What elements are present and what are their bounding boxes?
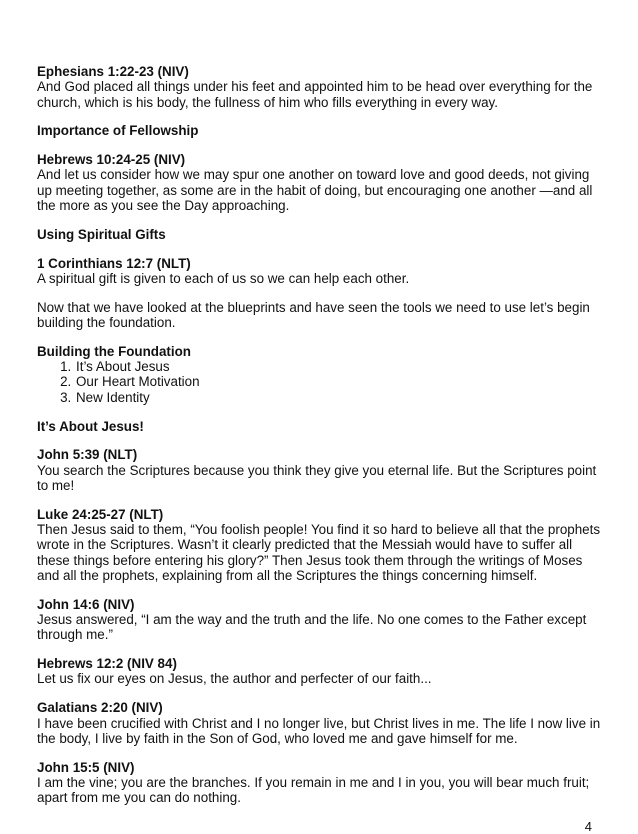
section-fellowship xyxy=(37,123,603,138)
page-number: 4 xyxy=(584,818,592,834)
scripture-text: Then Jesus said to them, “You foolish people! You find it so hard to believe all that the prophets wrote in the Scriptures. Wasn’t it clearly predicted that the Messiah would have to suffer all these things before entering his glory?” Then Jesus took them through the writings of Moses and all the prophets, explaining from all the Scriptures the things concerning himself. xyxy=(37,522,601,583)
scripture-reference: John 14:6 (NIV) xyxy=(37,596,135,612)
foundation-section xyxy=(37,344,603,405)
scripture-reference: Galatians 2:20 (NIV) xyxy=(37,700,163,716)
scripture-block-hebrews-10 xyxy=(37,152,603,213)
section-spiritual-gifts xyxy=(37,227,603,242)
scripture-text: I am the vine; you are the branches. If you remain in me and I in you, you will bear much fruit; apart from me you can do nothing. xyxy=(37,774,590,806)
scripture-block-ephesians xyxy=(37,64,603,110)
scripture-block-hebrews-12 xyxy=(37,656,603,687)
scripture-block-1-corinthians xyxy=(37,256,603,287)
document-page xyxy=(37,64,603,805)
scripture-reference: John 15:5 (NIV) xyxy=(37,759,135,775)
scripture-reference: Luke 24:25-27 (NLT) xyxy=(37,506,164,522)
scripture-block-luke-24 xyxy=(37,507,603,583)
scripture-reference: Hebrews 10:24-25 (NIV) xyxy=(37,152,186,168)
scripture-text: You search the Scriptures because you think they give you eternal life. But the Scriptures point to me! xyxy=(37,462,597,493)
section-about-jesus xyxy=(37,419,603,434)
list-item: 2. Our Heart Motivation xyxy=(75,374,603,389)
scripture-text: And God placed all things under his feet and appointed him to be head over everything for the church, which is his body, the fullness of him who fills everything in every way. xyxy=(37,79,593,110)
list-item: 1. It’s About Jesus xyxy=(75,359,603,374)
section-heading: Importance of Fellowship xyxy=(37,123,199,139)
scripture-block-john-5 xyxy=(37,447,603,493)
body-paragraph: Now that we have looked at the blueprints and have seen the tools we need to use let’s begin building the foundation. xyxy=(37,299,590,331)
scripture-reference: Ephesians 1:22-23 (NIV) xyxy=(37,64,189,79)
scripture-reference: 1 Corinthians 12:7 (NLT) xyxy=(37,255,191,271)
transition-paragraph xyxy=(37,300,603,331)
scripture-text: I have been crucified with Christ and I no longer live, but Christ lives in me. The life I now live in the body, I live by faith in the Son of God, who loved me and gave himself for me. xyxy=(37,715,601,746)
scripture-block-john-14 xyxy=(37,597,603,643)
scripture-text: And let us consider how we may spur one another on toward love and good deeds, not giving up meeting together, as some are in the habit of doing, but encouraging one another —and all the more as you see the Day approaching. xyxy=(37,167,593,214)
foundation-list xyxy=(37,359,603,405)
scripture-reference: Hebrews 12:2 (NIV 84) xyxy=(37,656,177,672)
list-item: 3. New Identity xyxy=(75,390,603,405)
scripture-text: Jesus answered, “I am the way and the truth and the life. No one comes to the Father except through me.” xyxy=(37,612,587,643)
scripture-text: A spiritual gift is given to each of us so we can help each other. xyxy=(37,270,410,286)
section-heading: Using Spiritual Gifts xyxy=(37,226,166,242)
scripture-text: Let us fix our eyes on Jesus, the author and perfecter of our faith... xyxy=(37,671,432,687)
scripture-block-john-15 xyxy=(37,760,603,806)
section-heading: Building the Foundation xyxy=(37,343,191,359)
scripture-reference: John 5:39 (NLT) xyxy=(37,447,138,463)
scripture-block-galatians xyxy=(37,700,603,746)
section-heading: It’s About Jesus! xyxy=(37,418,144,434)
